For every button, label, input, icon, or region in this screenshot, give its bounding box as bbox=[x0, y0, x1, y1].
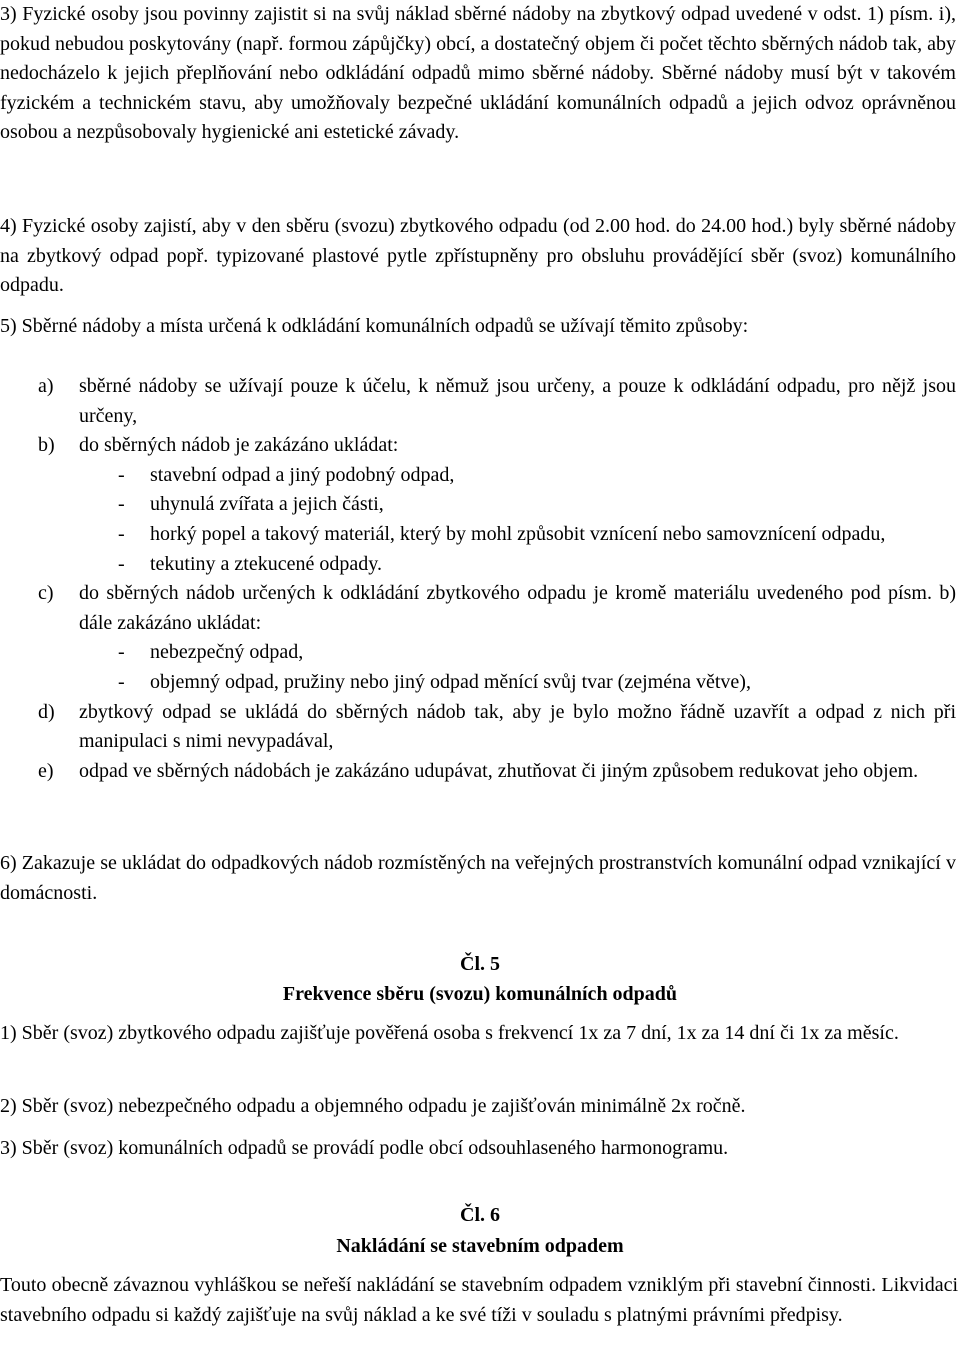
article-6-title: Nakládání se stavebním odpadem bbox=[336, 1235, 624, 1257]
dash-item: - horký popel a takový materiál, který by mohl způsobit vznícení nebo samovznícení odpadu, bbox=[108, 520, 956, 550]
article-5-number: Čl. 5 bbox=[460, 953, 500, 975]
dash-item: - objemný odpad, pružiny nebo jiný odpad měnící svůj tvar (zejména větve), bbox=[108, 668, 956, 698]
item-d-label: d) bbox=[38, 700, 55, 723]
item-e-text: odpad ve sběrných nádobách je zakázáno udupávat, zhutňovat či jiným způsobem redukovat jeho objem. bbox=[79, 759, 919, 782]
item-b-text: do sběrných nádob je zakázáno ukládat: bbox=[79, 434, 399, 457]
paragraph-3: 3) Fyzické osoby jsou povinny zajistit si na svůj náklad sběrné nádoby na zbytkový odpad uvedené v odst. 1) písm. i), pokud nebudou poskytovány (např. formou zápůjčky) obcí, a dostatečný objem či počet těchto sběrných nádob tak, aby nedocházelo k jejich přeplňování nebo odkládání odpadů mimo sběrné nádoby. Sběrné nádoby musí být v takovém fyzickém a technickém stavu, aby umožňovaly bezpečné ukládání komunálních odpadů a jejich odvoz oprávněnou osobou a nezpůsobovaly hygienické ani estetické závady. bbox=[0, 3, 956, 144]
article-6-number: Čl. 6 bbox=[460, 1204, 500, 1226]
item-b-dash-list bbox=[108, 461, 956, 579]
item-c-label: c) bbox=[38, 582, 54, 605]
item-b-label: b) bbox=[38, 434, 55, 457]
paragraph-5: 5) Sběrné nádoby a místa určená k odkládání komunálních odpadů se užívají těmito způsoby: bbox=[0, 315, 749, 337]
article-5-paragraph-3: 3) Sběr (svoz) komunálních odpadů se provádí podle obcí odsouhlaseného harmonogramu. bbox=[0, 1137, 729, 1159]
item-a bbox=[38, 372, 956, 431]
article-5-paragraph-1: 1) Sběr (svoz) zbytkového odpadu zajišťuje pověřená osoba s frekvencí 1x za 7 dní, 1x za 14 dní či 1x za měsíc. bbox=[0, 1022, 899, 1044]
item-c-dash-list bbox=[108, 638, 956, 697]
item-a-text: sběrné nádoby se užívají pouze k účelu, k němuž jsou určeny, a pouze k odkládání odpadu, pro nějž jsou určeny, bbox=[79, 375, 956, 427]
dash-item: - nebezpečný odpad, bbox=[108, 638, 956, 668]
paragraph-4: 4) Fyzické osoby zajistí, aby v den sběru (svozu) zbytkového odpadu (od 2.00 hod. do 24.00 hod.) byly sběrné nádoby na zbytkový odpad popř. typizované plastové pytle zpřístupněny pro obsluhu provádějící sběr (svoz) komunálního odpadu. bbox=[0, 215, 956, 297]
article-5-title: Frekvence sběru (svozu) komunálních odpadů bbox=[282, 983, 678, 1005]
dash-item: - tekutiny a ztekucené odpady. bbox=[108, 550, 956, 580]
item-e bbox=[38, 757, 956, 787]
item-c-text: do sběrných nádob určených k odkládání zbytkového odpadu je kromě materiálu uvedeného pod písm. b) dále zakázáno ukládat: bbox=[79, 582, 956, 634]
dash-item: - uhynulá zvířata a jejich části, bbox=[108, 490, 956, 520]
item-d-text: zbytkový odpad se ukládá do sběrných nádob tak, aby je bylo možno řádně uzavřít a odpad z nich při manipulaci s nimi nevypadával, bbox=[79, 700, 956, 753]
article-5-paragraph-2: 2) Sběr (svoz) nebezpečného odpadu a objemného odpadu je zajišťován minimálně 2x ročně. bbox=[0, 1095, 746, 1117]
item-b bbox=[38, 431, 956, 579]
article-6-text: Touto obecně závaznou vyhláškou se neřeší nakládání se stavebním odpadem vzniklým při stavební činnosti. Likvidaci stavebního odpadu si každý zajišťuje na svůj náklad a ke své tíži v souladu s platnými právními předpisy. bbox=[0, 1274, 958, 1326]
item-a-label: a) bbox=[38, 375, 54, 397]
item-e-label: e) bbox=[38, 759, 54, 782]
paragraph-5-items bbox=[38, 372, 956, 786]
item-c bbox=[38, 579, 956, 697]
item-d bbox=[38, 698, 956, 757]
dash-item: - stavební odpad a jiný podobný odpad, bbox=[108, 461, 956, 491]
paragraph-6: 6) Zakazuje se ukládat do odpadkových nádob rozmístěných na veřejných prostranstvích komunální odpad vznikající v domácnosti. bbox=[0, 852, 956, 904]
